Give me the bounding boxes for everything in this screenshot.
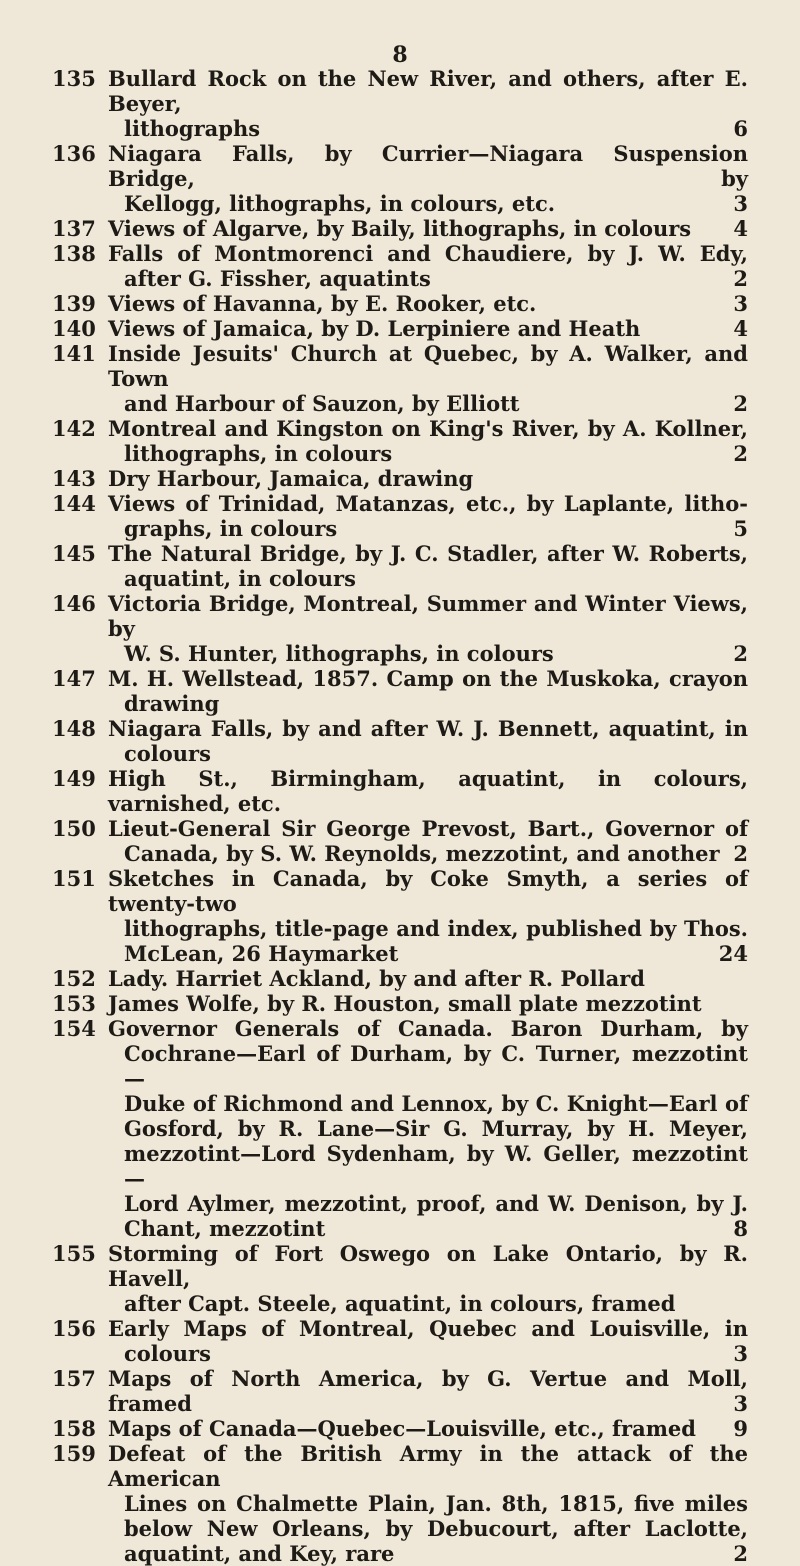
lot-line-text: Maps of North America, by G. Vertue and Moll, framed <box>108 1366 748 1416</box>
lot-line-text: Defeat of the British Army in the attack of the American <box>108 1441 748 1491</box>
lot-entry <box>0 866 800 966</box>
lot-description <box>108 966 748 991</box>
lot-entry <box>0 141 800 216</box>
lot-line-text: W. S. Hunter, lithographs, in colours <box>124 641 554 666</box>
lot-description-line <box>108 341 748 391</box>
lot-line-text: Niagara Falls, by Currier—Niagara Suspension Bridge, by <box>108 141 748 191</box>
lot-description-line <box>108 391 748 416</box>
lot-line-text: Falls of Montmorenci and Chaudiere, by J. W. Edy, <box>108 241 748 266</box>
lot-description-line <box>108 866 748 916</box>
lot-line-text: Maps of Canada—Quebec—Louisville, etc., framed <box>108 1416 696 1441</box>
lot-line-text: Sketches in Canada, by Coke Smyth, a series of twenty-two <box>108 866 748 916</box>
lot-quantity: 2 <box>733 391 748 416</box>
lot-number: 150 <box>52 816 96 841</box>
lot-quantity: 24 <box>718 941 748 966</box>
lot-entry <box>0 216 800 241</box>
lot-number: 154 <box>52 1016 96 1041</box>
lot-description <box>108 1016 748 1241</box>
lot-number: 152 <box>52 966 96 991</box>
lot-description-line <box>108 1491 748 1516</box>
lot-entry <box>0 291 800 316</box>
lot-entry <box>0 966 800 991</box>
lot-line-text: graphs, in colours <box>124 516 338 541</box>
lot-description <box>108 816 748 866</box>
lot-description <box>108 1441 748 1566</box>
lot-description <box>108 1416 748 1441</box>
lot-number: 135 <box>52 66 96 91</box>
lot-description <box>108 666 748 716</box>
lot-description-line <box>108 1041 748 1091</box>
lot-description <box>108 316 748 341</box>
lot-number: 144 <box>52 491 96 516</box>
lot-line-text: Views of Algarve, by Baily, lithographs, in colours <box>108 216 692 241</box>
lot-entry <box>0 316 800 341</box>
lot-description <box>108 1316 748 1366</box>
lot-description-line <box>108 841 748 866</box>
lot-number: 136 <box>52 141 96 166</box>
lot-number: 158 <box>52 1416 96 1441</box>
lot-description <box>108 541 748 591</box>
lot-description-line <box>108 1291 748 1316</box>
lot-line-text: drawing <box>124 691 220 716</box>
lot-description <box>108 466 748 491</box>
lot-description-line <box>108 541 748 566</box>
lot-description <box>108 766 748 816</box>
lot-description <box>108 716 748 766</box>
lot-quantity: 3 <box>733 291 748 316</box>
lot-entry <box>0 1016 800 1241</box>
lot-line-text: Views of Havanna, by E. Rooker, etc. <box>108 291 537 316</box>
lot-description-line <box>108 116 748 141</box>
lot-line-text: colours <box>124 741 211 766</box>
lot-number: 141 <box>52 341 96 366</box>
lot-description-line <box>108 1316 748 1341</box>
lot-quantity: 3 <box>733 191 748 216</box>
lot-description-line <box>108 766 748 816</box>
lot-line-text: mezzotint—Lord Sydenham, by W. Geller, mezzotint— <box>124 1141 748 1191</box>
lot-line-text: James Wolfe, by R. Houston, small plate mezzotint <box>108 991 702 1016</box>
lot-line-text: Lines on Chalmette Plain, Jan. 8th, 1815, five miles <box>124 1491 748 1516</box>
lot-line-text: Governor Generals of Canada. Baron Durham, by <box>108 1016 748 1041</box>
lot-description-line <box>108 1116 748 1141</box>
lot-description-line <box>108 1241 748 1291</box>
lot-line-text: Cochrane—Earl of Durham, by C. Turner, mezzotint— <box>124 1041 748 1091</box>
lot-line-text: after G. Fissher, aquatints <box>124 266 431 291</box>
lot-line-text: Duke of Richmond and Lennox, by C. Knight—Earl of <box>124 1091 748 1116</box>
lot-line-text: M. H. Wellstead, 1857. Camp on the Muskoka, crayon <box>108 666 748 691</box>
lot-quantity: 4 <box>733 216 748 241</box>
lot-quantity: 3 <box>733 1341 748 1366</box>
lot-line-text: Montreal and Kingston on King's River, by A. Kollner, <box>108 416 748 441</box>
lot-entry <box>0 716 800 766</box>
lot-description-line <box>108 191 748 216</box>
lot-line-text: Lieut-General Sir George Prevost, Bart., Governor of <box>108 816 748 841</box>
lot-description-line <box>108 566 748 591</box>
lot-line-text: Dry Harbour, Jamaica, drawing <box>108 466 474 491</box>
lot-line-text: Canada, by S. W. Reynolds, mezzotint, and another <box>124 841 720 866</box>
lot-description-line <box>108 691 748 716</box>
lot-quantity: 8 <box>733 1216 748 1241</box>
lot-number: 149 <box>52 766 96 791</box>
lot-quantity: 9 <box>733 1416 748 1441</box>
lot-description-line <box>108 916 748 941</box>
lot-number: 137 <box>52 216 96 241</box>
lot-line-text: lithographs, in colours <box>124 441 393 466</box>
lot-entry <box>0 1316 800 1366</box>
lot-description-line <box>108 416 748 441</box>
lot-line-text: Gosford, by R. Lane—Sir G. Murray, by H. Meyer, <box>124 1116 748 1141</box>
lot-line-text: Inside Jesuits' Church at Quebec, by A. Walker, and Town <box>108 341 748 391</box>
lot-description-line <box>108 1441 748 1491</box>
lot-quantity: 2 <box>733 641 748 666</box>
lot-line-text: and Harbour of Sauzon, by Elliott <box>124 391 520 416</box>
lot-description-line <box>108 966 748 991</box>
lot-description-line <box>108 716 748 741</box>
lot-number: 153 <box>52 991 96 1016</box>
lot-quantity: 6 <box>733 116 748 141</box>
lot-line-text: Chant, mezzotint <box>124 1216 326 1241</box>
lot-number: 139 <box>52 291 96 316</box>
lot-number: 159 <box>52 1441 96 1466</box>
lot-entry <box>0 466 800 491</box>
lot-quantity: 2 <box>733 441 748 466</box>
lot-description <box>108 1241 748 1316</box>
lot-quantity: 3 <box>733 1391 748 1416</box>
lot-entry <box>0 816 800 866</box>
lot-description-line <box>108 491 748 516</box>
lot-description-line <box>108 666 748 691</box>
lot-line-text: lithographs, title-page and index, published by Thos. <box>124 916 748 941</box>
lot-description-line <box>108 241 748 266</box>
lot-description-line <box>108 741 748 766</box>
lot-line-text: Niagara Falls, by and after W. J. Bennett, aquatint, in <box>108 716 748 741</box>
lot-entry <box>0 1241 800 1316</box>
lot-list <box>0 66 800 1566</box>
lot-entry <box>0 1366 800 1416</box>
lot-description-line <box>108 141 748 191</box>
lot-description-line <box>108 516 748 541</box>
lot-line-text: Kellogg, lithographs, in colours, etc. <box>124 191 556 216</box>
lot-number: 138 <box>52 241 96 266</box>
lot-line-text: Views of Jamaica, by D. Lerpiniere and Heath <box>108 316 641 341</box>
lot-description-line <box>108 1416 748 1441</box>
lot-description <box>108 491 748 541</box>
lot-entry <box>0 1441 800 1566</box>
lot-entry <box>0 241 800 291</box>
lot-description <box>108 216 748 241</box>
lot-description <box>108 241 748 291</box>
lot-description-line <box>108 1091 748 1116</box>
lot-number: 142 <box>52 416 96 441</box>
lot-description <box>108 591 748 666</box>
lot-line-text: Lady. Harriet Ackland, by and after R. Pollard <box>108 966 645 991</box>
lot-entry <box>0 66 800 141</box>
lot-description-line <box>108 1366 748 1416</box>
lot-description-line <box>108 291 748 316</box>
lot-entry <box>0 991 800 1016</box>
lot-description <box>108 416 748 466</box>
lot-quantity: 2 <box>733 841 748 866</box>
lot-number: 157 <box>52 1366 96 1391</box>
lot-entry <box>0 541 800 591</box>
lot-description-line <box>108 1216 748 1241</box>
lot-line-text: Lord Aylmer, mezzotint, proof, and W. Denison, by J. <box>124 1191 748 1216</box>
lot-description-line <box>108 816 748 841</box>
page-number: 8 <box>392 42 408 68</box>
lot-line-text: below New Orleans, by Debucourt, after Laclotte, <box>124 1516 748 1541</box>
lot-line-text: Storming of Fort Oswego on Lake Ontario, by R. Havell, <box>108 1241 748 1291</box>
lot-number: 146 <box>52 591 96 616</box>
lot-description <box>108 1366 748 1416</box>
lot-quantity: 2 <box>733 266 748 291</box>
lot-entry <box>0 416 800 466</box>
lot-number: 156 <box>52 1316 96 1341</box>
lot-number: 147 <box>52 666 96 691</box>
lot-description-line <box>108 991 748 1016</box>
lot-number: 148 <box>52 716 96 741</box>
lot-description <box>108 291 748 316</box>
lot-description-line <box>108 316 748 341</box>
lot-number: 140 <box>52 316 96 341</box>
lot-line-text: Views of Trinidad, Matanzas, etc., by Laplante, litho- <box>108 491 748 516</box>
lot-description-line <box>108 941 748 966</box>
lot-description <box>108 141 748 216</box>
lot-quantity: 5 <box>733 516 748 541</box>
lot-line-text: Early Maps of Montreal, Quebec and Louisville, in <box>108 1316 748 1341</box>
lot-line-text: lithographs <box>124 116 261 141</box>
lot-description-line <box>108 1016 748 1041</box>
lot-quantity: 2 <box>733 1541 748 1566</box>
lot-description-line <box>108 591 748 641</box>
lot-quantity: 4 <box>733 316 748 341</box>
lot-description-line <box>108 1141 748 1191</box>
lot-description-line <box>108 441 748 466</box>
lot-description-line <box>108 216 748 241</box>
lot-line-text: Victoria Bridge, Montreal, Summer and Winter Views, by <box>108 591 748 641</box>
lot-description-line <box>108 641 748 666</box>
lot-description-line <box>108 1341 748 1366</box>
lot-line-text: High St., Birmingham, aquatint, in colours, varnished, etc. <box>108 766 748 816</box>
lot-line-text: aquatint, and Key, rare <box>124 1541 395 1566</box>
lot-description-line <box>108 66 748 116</box>
lot-description-line <box>108 266 748 291</box>
lot-line-text: The Natural Bridge, by J. C. Stadler, after W. Roberts, <box>108 541 748 566</box>
lot-description-line <box>108 1191 748 1216</box>
lot-description-line <box>108 1541 748 1566</box>
lot-line-text: Bullard Rock on the New River, and others, after E. Beyer, <box>108 66 748 116</box>
lot-description <box>108 866 748 966</box>
lot-entry <box>0 591 800 666</box>
lot-line-text: colours <box>124 1341 211 1366</box>
lot-description <box>108 341 748 416</box>
lot-entry <box>0 666 800 716</box>
lot-entry <box>0 766 800 816</box>
lot-number: 151 <box>52 866 96 891</box>
lot-description-line <box>108 466 748 491</box>
lot-number: 143 <box>52 466 96 491</box>
lot-description <box>108 991 748 1016</box>
lot-entry <box>0 491 800 541</box>
lot-description-line <box>108 1516 748 1541</box>
lot-description <box>108 66 748 141</box>
lot-entry <box>0 1416 800 1441</box>
lot-number: 155 <box>52 1241 96 1266</box>
lot-number: 145 <box>52 541 96 566</box>
lot-line-text: aquatint, in colours <box>124 566 356 591</box>
lot-entry <box>0 341 800 416</box>
lot-line-text: after Capt. Steele, aquatint, in colours, framed <box>124 1291 676 1316</box>
lot-line-text: McLean, 26 Haymarket <box>124 941 399 966</box>
